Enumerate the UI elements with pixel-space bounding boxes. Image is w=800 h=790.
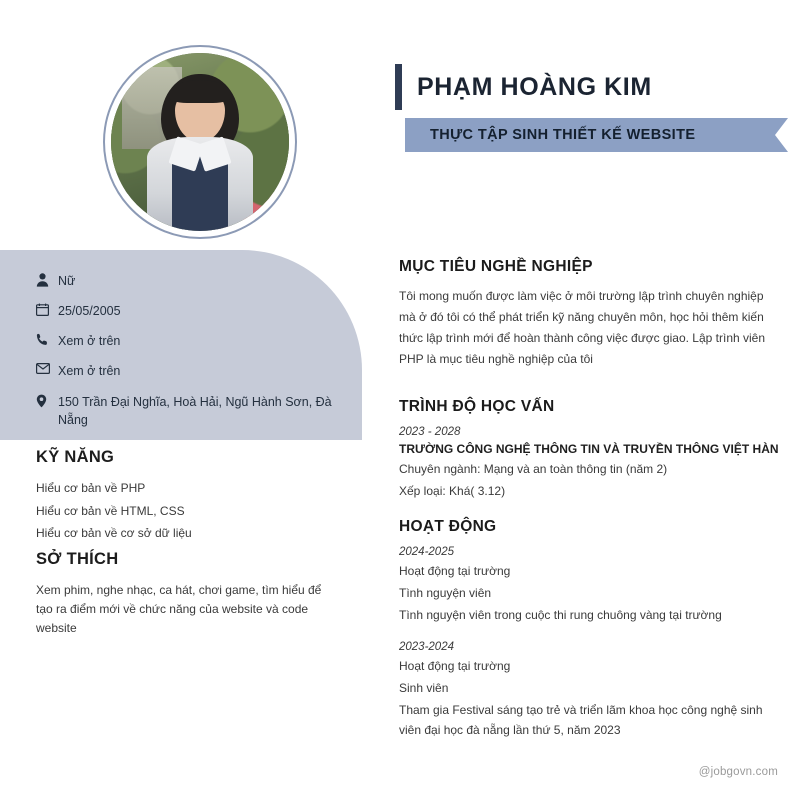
location-icon bbox=[36, 393, 58, 408]
job-title-ribbon bbox=[405, 118, 775, 152]
activity-line: Sinh viên bbox=[399, 681, 449, 696]
contact-value-phone: Xem ở trên bbox=[58, 334, 121, 349]
career-goal-text: Tôi mong muốn được làm việc ở môi trường lập trình chuyên nghiệp mà ở đó tôi có thể phát triển kỹ năng chuyên môn, học hỏi thêm kiến thức lập trình mới để hoàn thành công việc được giao. Lập trình viên PHP là mục tiêu nghề nghiệp của tôi bbox=[399, 289, 766, 366]
activity-line: Tình nguyện viên bbox=[399, 585, 492, 600]
avatar bbox=[103, 45, 297, 239]
skills-section bbox=[36, 448, 336, 547]
name-block bbox=[395, 60, 800, 114]
contact-list bbox=[36, 272, 336, 441]
hobbies-title: SỞ THÍCH bbox=[36, 550, 119, 568]
hobbies-text: Xem phim, nghe nhạc, ca hát, chơi game, tìm hiểu để tạo ra điểm mới về chức năng của website và code website bbox=[36, 583, 322, 636]
name-accent-bar bbox=[395, 64, 402, 110]
education-major: Chuyên ngành: Mạng và an toàn thông tin (năm 2) bbox=[399, 462, 668, 476]
contact-row-phone bbox=[36, 332, 336, 350]
mail-icon bbox=[36, 362, 58, 374]
education-section bbox=[399, 398, 797, 504]
activity-period: 2023-2024 bbox=[399, 641, 454, 654]
activity-line: Hoạt động tại trường bbox=[399, 564, 511, 578]
page-title: PHẠM HOÀNG KIM bbox=[417, 73, 652, 101]
contact-row-email bbox=[36, 362, 336, 380]
education-school: TRƯỜNG CÔNG NGHỆ THÔNG TIN VÀ TRUYỀN THÔNG VIỆT HÀN bbox=[399, 442, 779, 456]
activity-group bbox=[399, 641, 797, 740]
education-title: TRÌNH ĐỘ HỌC VẤN bbox=[399, 398, 555, 415]
career-goal-section bbox=[399, 258, 797, 370]
skills-title: KỸ NĂNG bbox=[36, 448, 115, 466]
job-title-text: THỰC TẬP SINH THIẾT KẾ WEBSITE bbox=[430, 127, 696, 143]
contact-value-address: 150 Trần Đại Nghĩa, Hoà Hải, Ngũ Hành Sơn, Đà Nẵng bbox=[58, 394, 332, 427]
contact-value-birthdate: 25/05/2005 bbox=[58, 304, 121, 319]
activity-group bbox=[399, 546, 797, 625]
right-column bbox=[395, 0, 800, 790]
contact-value-email: Xem ở trên bbox=[58, 364, 121, 379]
activities-title: HOẠT ĐỘNG bbox=[399, 518, 497, 535]
contact-row-birthdate bbox=[36, 302, 336, 320]
contact-row-gender bbox=[36, 272, 336, 290]
person-icon bbox=[36, 272, 58, 287]
activity-line: Hoạt động tại trường bbox=[399, 659, 511, 674]
activity-line: Tình nguyện viên trong cuộc thi rung chuông vàng tại trường bbox=[399, 607, 722, 622]
contact-value-gender: Nữ bbox=[58, 274, 76, 288]
activities-section bbox=[399, 518, 797, 757]
phone-icon bbox=[36, 332, 58, 346]
career-goal-title: MỤC TIÊU NGHỀ NGHIỆP bbox=[399, 258, 593, 275]
education-grade: Xếp loại: Khá( 3.12) bbox=[399, 483, 506, 498]
contact-row-address bbox=[36, 393, 336, 429]
skills-item: Hiểu cơ bản về cơ sở dữ liệu bbox=[36, 526, 192, 541]
portrait-photo bbox=[111, 53, 289, 231]
calendar-icon bbox=[36, 302, 58, 316]
skills-item: Hiểu cơ bản về HTML, CSS bbox=[36, 503, 185, 518]
activity-line: Tham gia Festival sáng tạo trẻ và triển lãm khoa học công nghệ sinh viên đại học đà nẵng lần thứ 5, năm 2023 bbox=[399, 702, 763, 737]
hobbies-section bbox=[36, 550, 336, 639]
skills-item: Hiểu cơ bản về PHP bbox=[36, 481, 146, 495]
education-period: 2023 - 2028 bbox=[399, 426, 461, 438]
left-column bbox=[0, 0, 362, 790]
activity-period: 2024-2025 bbox=[399, 546, 454, 558]
watermark: @jobgovn.com bbox=[698, 766, 778, 778]
